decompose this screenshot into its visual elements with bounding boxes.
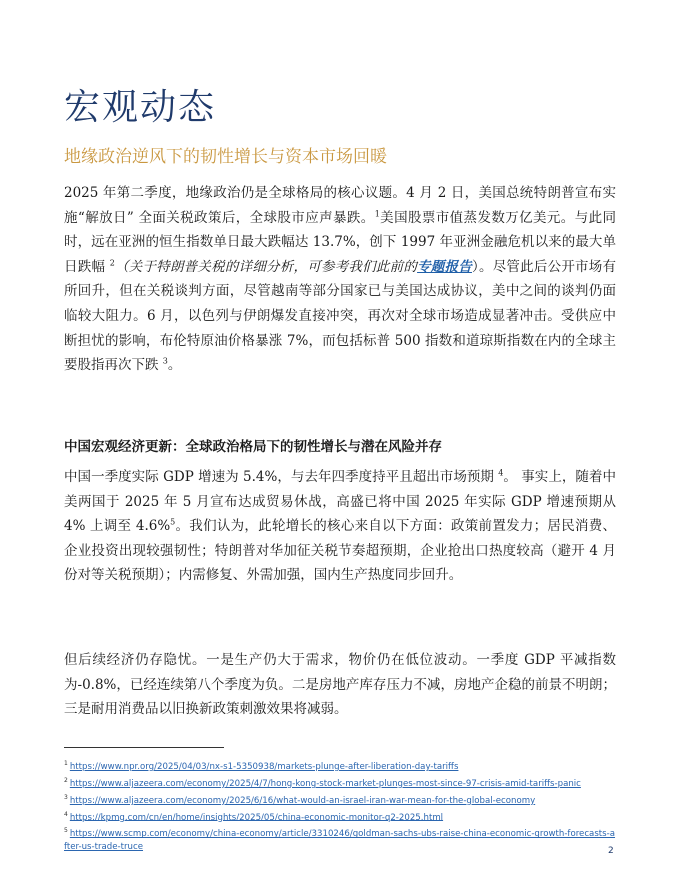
footnote-item	[64, 824, 616, 854]
para1-italic-note: （关于特朗普关税的详细分析，可参考我们此前的	[114, 258, 418, 275]
footnote-divider	[64, 747, 224, 748]
footnote-link[interactable]: https://www.aljazeera.com/economy/2025/4/7/hong-kong-stock-market-plunges-most-since-97-crisis-amid-tariffs-panic	[69, 778, 581, 789]
para1-text-c: ）。尽管此后公开市场有所回升，但在关税谈判方面，尽管越南等部分国家已与美国达成协议，美中之间的谈判仍面临较大阻力。6 月，以色列与伊朗爆发直接冲突，再次对全球市场造成显著冲击。受供应中断担忧的影响，布伦特原油价格暴涨 7%，而包括标普 500 指数和道琼斯指数在内的全球主要股指再次下跌	[64, 258, 617, 374]
special-report-link[interactable]: 专题报告	[417, 258, 472, 275]
para2-text-b: 。 事实上，随着中美两国于 2025 年 5 月宣布达成贸易休战，高盛已将中国 2025 年实际 GDP 增速预期从 4% 上调至 4.6%	[64, 469, 616, 535]
page-title: 宏观动态	[64, 87, 217, 128]
footnote-number: 1	[64, 760, 68, 767]
footnote-link[interactable]: https://www.aljazeera.com/economy/2025/6/16/what-would-an-israel-iran-war-mean-for-the-global-economy	[69, 795, 536, 806]
para2-text-c: 。我们认为，此轮增长的核心来自以下方面：政策前置发力；居民消费、企业投资出现较强韧性；特朗普对华加征关税节奏超预期，企业抢出口热度较高（避开 4 月份对等关税预期）；内需修复、外需加强，国内生产热度同步回升。	[64, 518, 617, 584]
footnote-item	[64, 757, 616, 774]
paragraph-risks: 但后续经济仍存隐忧。一是生产仍大于需求，物价仍在低位波动。一季度 GDP 平减指数为-0.8%，已经连续第八个季度为负。二是房地产库存压力不减，房地产企稳的前景不明朗；三是耐用消费品以旧换新政策刺激效果将减弱。	[64, 652, 616, 718]
page-subtitle: 地缘政治逆风下的韧性增长与资本市场回暖	[64, 147, 387, 167]
footnote-link[interactable]: https://www.scmp.com/economy/china-economy/article/3310246/goldman-sachs-ubs-raise-china-economic-growth-forecasts-after-us-trade-truce	[64, 829, 616, 853]
footnote-number: 3	[64, 793, 68, 801]
paragraph-china-gdp	[64, 465, 616, 588]
footnote-list	[64, 757, 616, 854]
para2-text-a: 中国一季度实际 GDP 增速为 5.4%，与去年四季度持平且超出市场预期	[64, 469, 499, 485]
footnote-link[interactable]: https://www.npr.org/2025/04/03/nx-s1-5350938/markets-plunge-after-liberation-day-tariffs	[69, 761, 459, 772]
footnote-ref-2[interactable]: 2	[109, 258, 115, 268]
footnote-item	[64, 791, 616, 808]
footnote-item	[64, 774, 616, 791]
footnote-link[interactable]: https://kpmg.com/cn/en/home/insights/2025/05/china-economic-monitor-q2-2025.html	[69, 812, 444, 823]
footnote-number: 2	[64, 776, 68, 784]
footnote-ref-1[interactable]: 1	[374, 209, 380, 219]
paragraph-geopolitics	[64, 181, 616, 378]
footnote-ref-3[interactable]: 3	[162, 356, 168, 366]
para1-text-d: 。	[167, 357, 182, 374]
page-number: 2	[608, 846, 614, 856]
footnote-number: 5	[64, 827, 68, 835]
footnote-ref-4[interactable]: 4	[498, 468, 504, 478]
section-heading: 中国宏观经济更新：全球政治格局下的韧性增长与潜在风险并存	[64, 439, 442, 455]
footnote-ref-5[interactable]: 5	[170, 517, 176, 527]
para1-text-b: 美国股票市值蒸发数万亿美元。与此同时，远在亚洲的恒生指数单日最大跌幅达 13.7%，创下 1997 年亚洲金融危机以来的最大单日跌幅	[64, 209, 616, 275]
para1-text-a: 2025 年第二季度，地缘政治仍是全球格局的核心议题。4 月 2 日，美国总统特朗普宣布实施“解放日” 全面关税政策后，全球股市应声暴跌。	[64, 185, 616, 226]
footnote-number: 4	[64, 810, 68, 818]
footnote-item	[64, 808, 616, 825]
